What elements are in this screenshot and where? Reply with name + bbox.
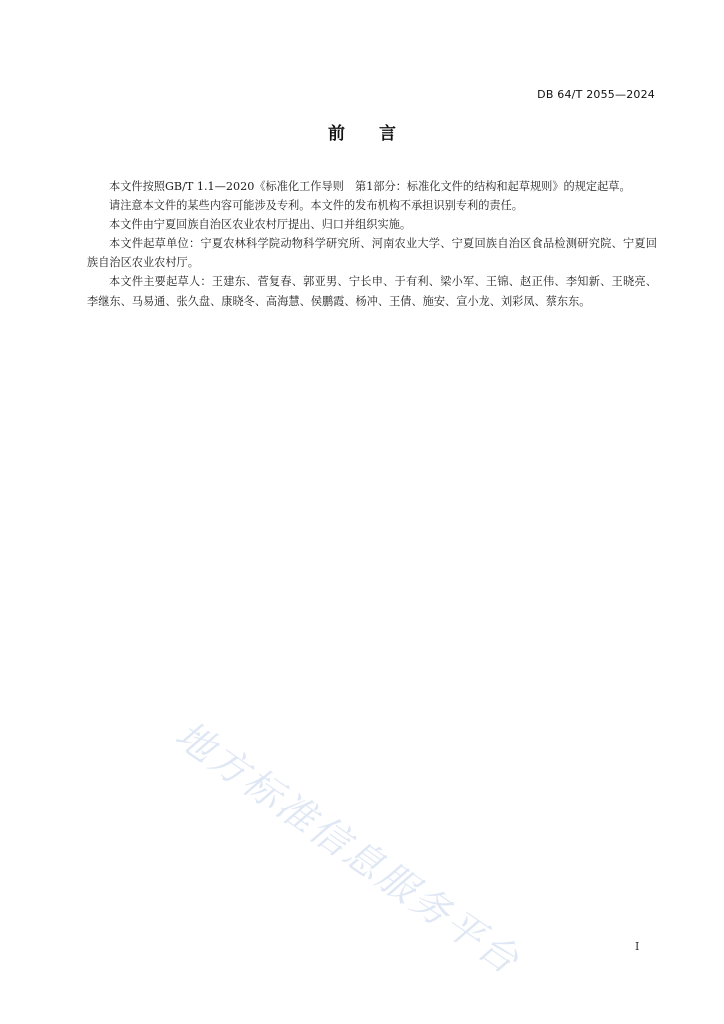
- title-part-2: 言: [379, 124, 396, 144]
- page-number: I: [635, 940, 640, 953]
- title-part-1: 前: [328, 124, 345, 144]
- standard-code: DB 64/T 2055—2024: [537, 88, 655, 101]
- foreword-body: [87, 177, 657, 311]
- paragraph-drafters: 本文件主要起草人：王建东、菅复春、郭亚男、宁长申、于有利、梁小军、王锦、赵正伟、李知新、王晓亮、李继东、马易通、张久盘、康晓冬、高海慧、侯鹏霞、杨冲、王倩、施安、宣小龙、刘彩凤、蔡东东。: [87, 275, 657, 308]
- paragraph-proposer: 本文件由宁夏回族自治区农业农村厅提出、归口并组织实施。: [109, 218, 412, 232]
- paragraph-drafting-units: 本文件起草单位：宁夏农林科学院动物科学研究所、河南农业大学、宁夏回族自治区食品检测研究院、宁夏回族自治区农业农村厅。: [87, 237, 657, 270]
- page-title: [0, 119, 724, 144]
- paragraph-patent-notice: 请注意本文件的某些内容可能涉及专利。本文件的发布机构不承担识别专利的责任。: [109, 199, 523, 213]
- watermark: 地方标准信息服务平台: [167, 712, 529, 984]
- paragraph-drafting-basis: 本文件按照GB/T 1.1—2020《标准化工作导则 第1部分：标准化文件的结构和起草规则》的规定起草。: [109, 180, 631, 193]
